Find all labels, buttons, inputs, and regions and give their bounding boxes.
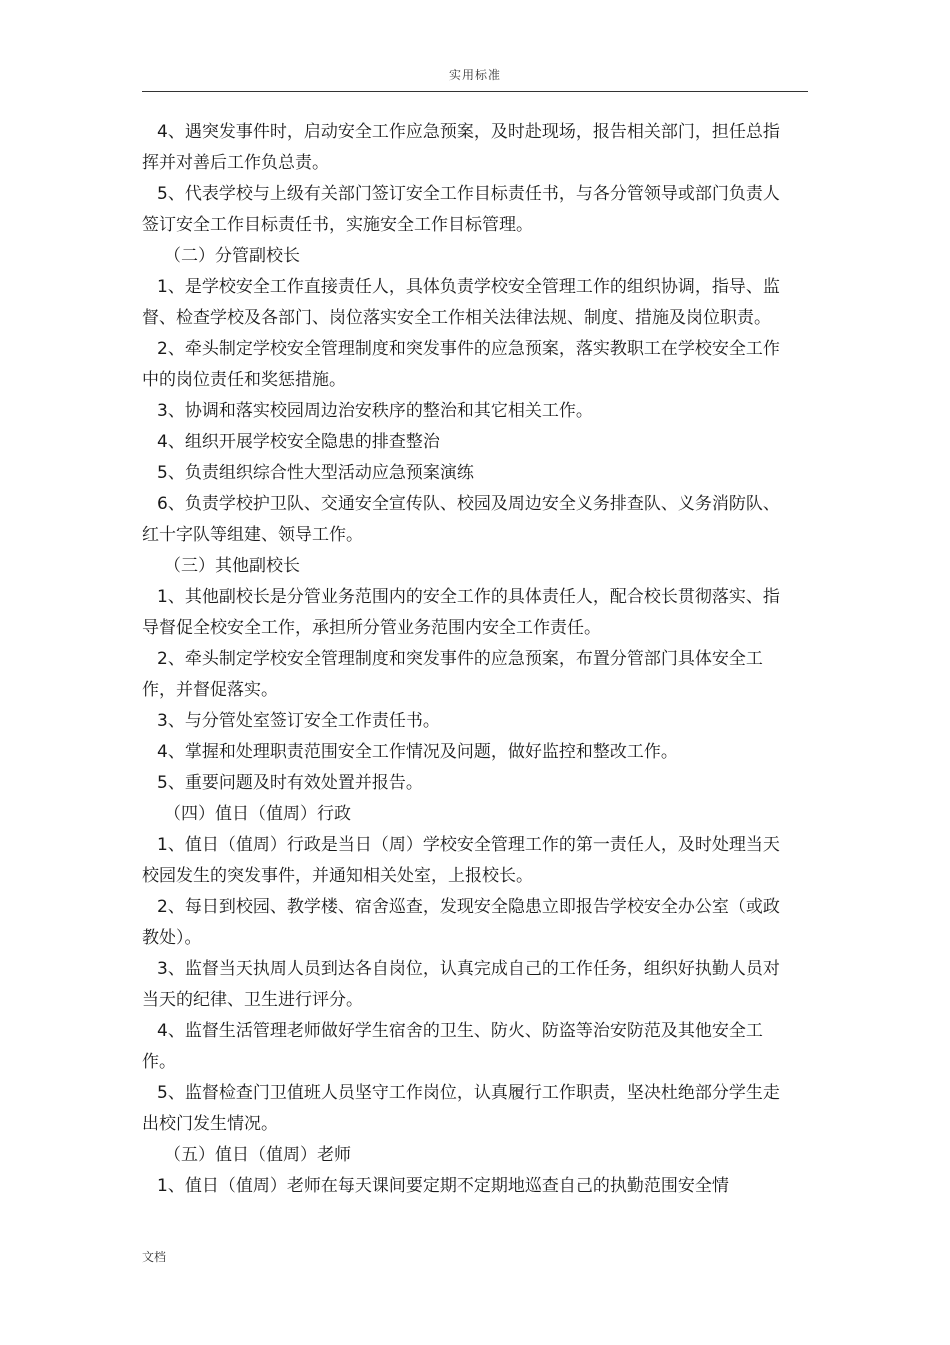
section-heading: （五）值日（值周）老师 <box>164 1145 351 1165</box>
list-item: 2、每日到校园、教学楼、宿舍巡查，发现安全隐患立即报告学校安全办公室（或政教处）。 <box>142 897 780 948</box>
section-heading: （三）其他副校长 <box>164 556 300 576</box>
document-body <box>142 117 792 1202</box>
list-item: 4、掌握和处理职责范围安全工作情况及问题，做好监控和整改工作。 <box>157 742 678 762</box>
list-item: 3、监督当天执周人员到达各自岗位，认真完成自己的工作任务，组织好执勤人员对当天的纪律、卫生进行评分。 <box>142 959 780 1010</box>
list-item: 3、与分管处室签订安全工作责任书。 <box>157 711 440 731</box>
list-item: 1、值日（值周）行政是当日（周）学校安全管理工作的第一责任人，及时处理当天校园发生的突发事件，并通知相关处室，上报校长。 <box>142 835 780 886</box>
section-heading: （四）值日（值周）行政 <box>164 804 351 824</box>
list-item: 5、负责组织综合性大型活动应急预案演练 <box>157 463 474 483</box>
list-item: 3、协调和落实校园周边治安秩序的整治和其它相关工作。 <box>157 401 593 421</box>
page-footer: 文档 <box>142 1250 167 1264</box>
section-heading: （二）分管副校长 <box>164 246 300 266</box>
list-item: 6、负责学校护卫队、交通安全宣传队、校园及周边安全义务排查队、义务消防队、红十字队等组建、领导工作。 <box>142 494 780 545</box>
list-item: 1、值日（值周）老师在每天课间要定期不定期地巡查自己的执勤范围安全情 <box>157 1176 729 1196</box>
list-item: 4、组织开展学校安全隐患的排查整治 <box>157 432 440 452</box>
header-divider <box>142 91 808 92</box>
list-item: 2、牵头制定学校安全管理制度和突发事件的应急预案，布置分管部门具体安全工作，并督促落实。 <box>142 649 763 700</box>
list-item: 5、监督检查门卫值班人员坚守工作岗位，认真履行工作职责，坚决杜绝部分学生走出校门发生情况。 <box>142 1083 780 1134</box>
list-item: 1、是学校安全工作直接责任人，具体负责学校安全管理工作的组织协调，指导、监督、检查学校及各部门、岗位落实安全工作相关法律法规、制度、措施及岗位职责。 <box>142 277 780 328</box>
list-item: 4、遇突发事件时，启动安全工作应急预案，及时赴现场，报告相关部门，担任总指挥并对善后工作负总责。 <box>142 122 780 173</box>
page-header: 实用标准 <box>448 68 501 82</box>
list-item: 4、监督生活管理老师做好学生宿舍的卫生、防火、防盗等治安防范及其他安全工作。 <box>142 1021 763 1072</box>
list-item: 5、重要问题及时有效处置并报告。 <box>157 773 423 793</box>
list-item: 1、其他副校长是分管业务范围内的安全工作的具体责任人，配合校长贯彻落实、指导督促全校安全工作，承担所分管业务范围内安全工作责任。 <box>142 587 780 638</box>
list-item: 5、代表学校与上级有关部门签订安全工作目标责任书，与各分管领导或部门负责人签订安全工作目标责任书，实施安全工作目标管理。 <box>142 184 780 235</box>
list-item: 2、牵头制定学校安全管理制度和突发事件的应急预案，落实教职工在学校安全工作中的岗位责任和奖惩措施。 <box>142 339 780 390</box>
